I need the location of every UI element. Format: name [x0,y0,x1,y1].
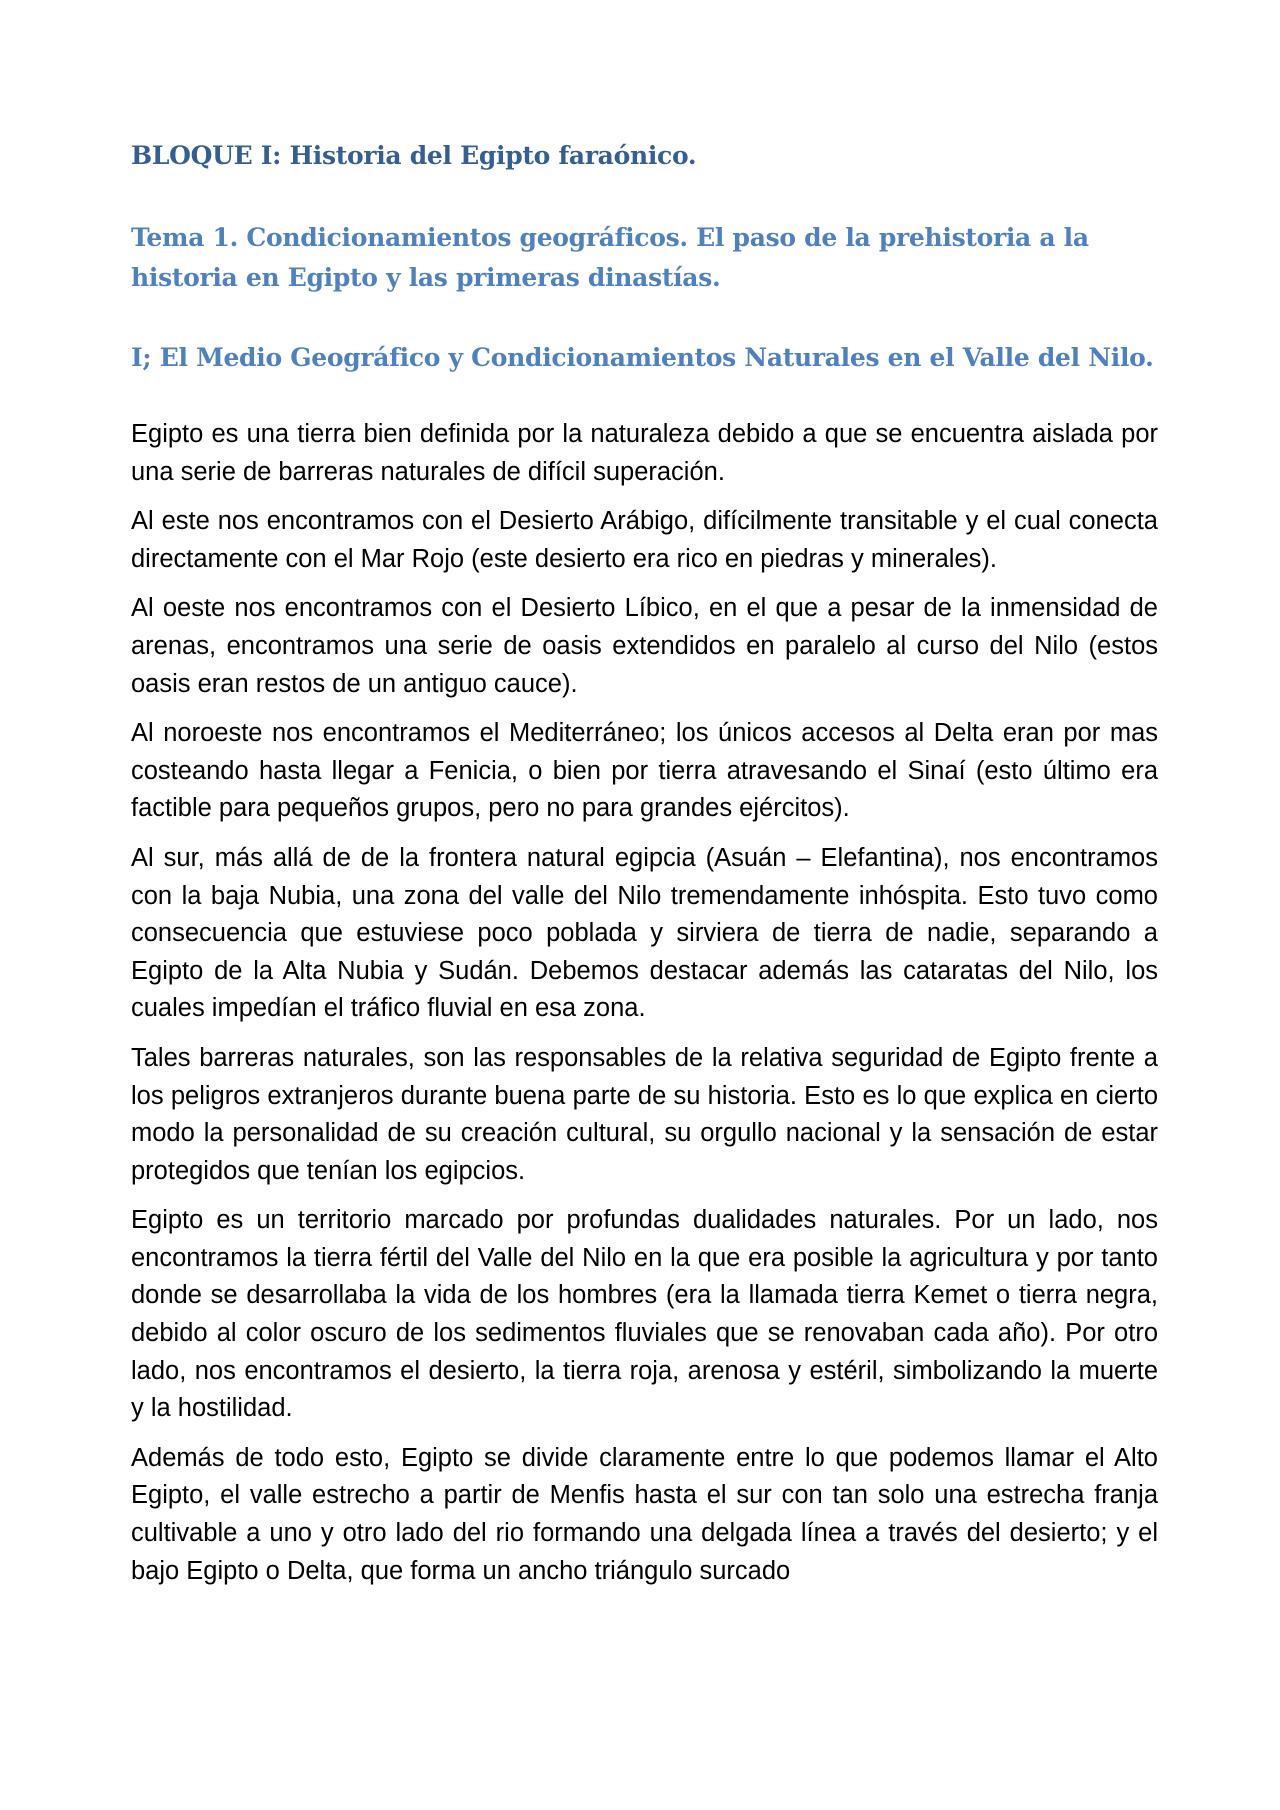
paragraph: Egipto es un territorio marcado por profundas dualidades naturales. Por un lado, nos encontramos la tierra fértil del Valle del Nilo en la que era posible la agricultura y por tanto donde se desarrollaba la vida de los hombres (era la llamada tierra Kemet o tierra negra, debido al color oscuro de los sedimentos fluviales que se renovaban cada año). Por otro lado, nos encontramos el desierto, la tierra roja, arenosa y estéril, simbolizando la muerte y la hostilidad. [131,1206,1158,1423]
document-body [131,140,1158,1602]
tema-heading: Tema 1. Condicionamientos geográficos. El paso de la prehistoria a la historia en Egipto y las primeras dinastías. [131,222,1089,292]
paragraph: Al este nos encontramos con el Desierto Arábigo, difícilmente transitable y el cual conecta directamente con el Mar Rojo (este desierto era rico en piedras y minerales). [131,507,1158,573]
paragraph: Además de todo esto, Egipto se divide claramente entre lo que podemos llamar el Alto Egipto, el valle estrecho a partir de Menfis hasta el sur con tan solo una estrecha franja cultivable a uno y otro lado del rio formando una delgada línea a través del desierto; y el bajo Egipto o Delta, que forma un ancho triángulo surcado [131,1443,1158,1585]
paragraph: Egipto es una tierra bien definida por la naturaleza debido a que se encuentra aislada por una serie de barreras naturales de difícil superación. [131,420,1158,486]
paragraph: Al sur, más allá de de la frontera natural egipcia (Asuán – Elefantina), nos encontramos con la baja Nubia, una zona del valle del Nilo tremendamente inhóspita. Esto tuvo como consecuencia que estuviese poco poblada y sirviera de tierra de nadie, separando a Egipto de la Alta Nubia y Sudán. Debemos destacar además las cataratas del Nilo, los cuales impedían el tráfico fluvial en esa zona. [131,843,1158,1023]
bloque-heading: BLOQUE I: Historia del Egipto faraónico. [131,141,697,170]
paragraph: Tales barreras naturales, son las responsables de la relativa seguridad de Egipto frente a los peligros extranjeros durante buena parte de su historia. Esto es lo que explica en cierto modo la personalidad de su creación cultural, su orgullo nacional y la sensación de estar protegidos que tenían los egipcios. [131,1043,1158,1185]
paragraph: Al noroeste nos encontramos el Mediterráneo; los únicos accesos al Delta eran por mas costeando hasta llegar a Fenicia, o bien por tierra atravesando el Sinaí (esto último era factible para pequeños grupos, pero no para grandes ejércitos). [131,719,1158,823]
section-heading: I; El Medio Geográfico y Condicionamientos Naturales en el Valle del Nilo. [131,342,1154,372]
paragraph: Al oeste nos encontramos con el Desierto Líbico, en el que a pesar de la inmensidad de arenas, encontramos una serie de oasis extendidos en paralelo al curso del Nilo (estos oasis eran restos de un antiguo cauce). [131,594,1158,698]
